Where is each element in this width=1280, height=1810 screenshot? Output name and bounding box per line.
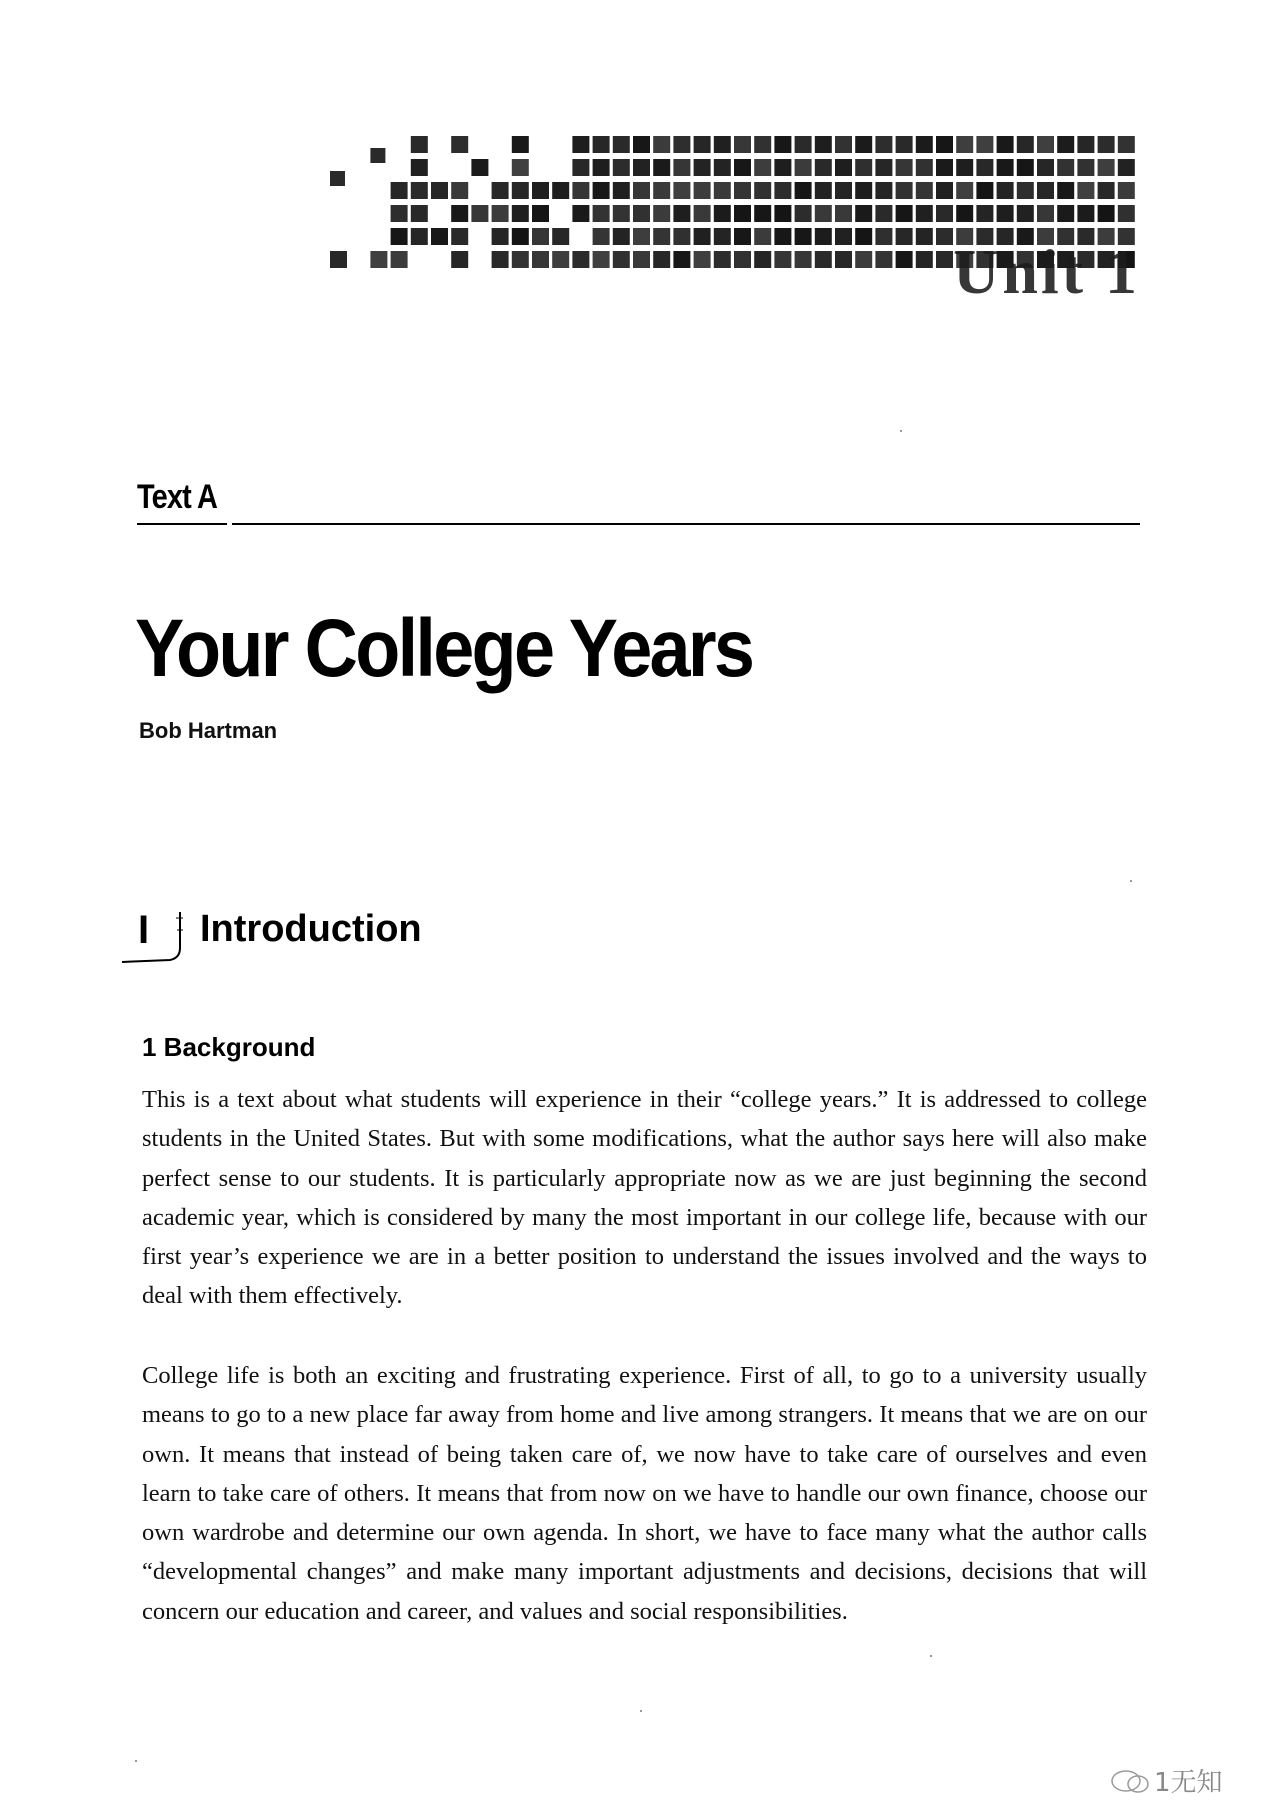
watermark bbox=[1110, 1762, 1223, 1799]
section-label: Text A bbox=[137, 478, 218, 516]
section-label-underline bbox=[137, 523, 227, 525]
scan-speck bbox=[640, 1710, 642, 1712]
part-title: Introduction bbox=[200, 908, 422, 950]
paragraph-background-1: This is a text about what students will experience in their “college years.” It is addressed to college students in the United States. But with some modifications, what the author says here will also make perfect sense to our students. It is particularly appropriate now as we are just beginning the second academic year, which is considered by many the most important in our college life, because with our first year’s experience we are in a better position to understand the issues involved and the ways to deal with them effectively. bbox=[142, 1086, 1147, 1310]
article-author: Bob Hartman bbox=[139, 718, 278, 743]
scan-speck bbox=[1130, 880, 1132, 882]
scan-speck bbox=[900, 430, 902, 432]
part-heading bbox=[120, 908, 620, 968]
paragraph-background-2: College life is both an exciting and frustrating experience. First of all, to go to a university usually means to go to a new place far away from home and live among strangers. It means that we are on our own. It means that instead of being taken care of, we now have to take care of ourselves and even learn to take care of others. It means that from now on we have to handle our own finance, choose our own wardrobe and determine our own agenda. In short, we have to face many what the author calls “developmental changes” and make many important adjustments and decisions, decisions that will concern our education and career, and values and social responsibilities. bbox=[142, 1362, 1147, 1625]
scan-speck bbox=[135, 1760, 137, 1762]
part-number: I bbox=[138, 908, 150, 952]
chat-bubble-icon bbox=[1110, 1768, 1150, 1794]
unit-label: Unit 1 bbox=[953, 236, 1140, 307]
scan-speck bbox=[930, 1655, 932, 1657]
unit-banner bbox=[330, 136, 1142, 306]
watermark-text: 1无知 bbox=[1154, 1768, 1223, 1798]
section-divider bbox=[232, 523, 1140, 525]
part-bracket-icon bbox=[120, 908, 200, 968]
article-title: Your College Years bbox=[135, 603, 753, 694]
subsection-title: 1 Background bbox=[142, 1032, 316, 1062]
